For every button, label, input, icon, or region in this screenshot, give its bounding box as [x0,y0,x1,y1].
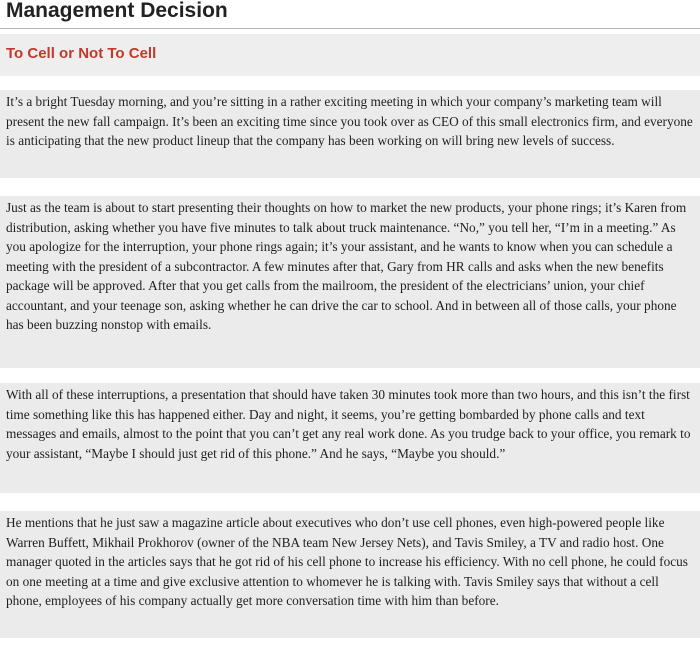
title-divider [0,28,700,29]
paragraph-3: With all of these interruptions, a presentation that should have taken 30 minutes took more than two hours, and this isn’t the first time something like this has happened either. Day and night, it seems, you’re getting bombarded by phone calls and text messages and emails, almost to the point that you can’t get any real work done. As you trudge back to your office, you remark to your assistant, “Maybe I should just get rid of this phone.” And he says, “Maybe you should.” [0,383,700,493]
case-subtitle: To Cell or Not To Cell [6,45,157,62]
page-title: Management Decision [6,0,228,22]
paragraph-4: He mentions that he just saw a magazine article about executives who don’t use cell phones, even high-powered people like Warren Buffett, Mikhail Prokhorov (owner of the NBA team New Jersey Nets), and Tavis Smiley, a TV and radio host. One manager quoted in the articles says that he got rid of his cell phone to increase his efficiency. With no cell phone, he could focus on one meeting at a time and give exclusive attention to whomever he is talking with. Tavis Smiley says that without a cell phone, employees of his company actually get more conversation time with him than before. [0,511,700,638]
subtitle-banner [0,34,700,76]
paragraph-1: It’s a bright Tuesday morning, and you’re sitting in a rather exciting meeting in which your company’s marketing team will present the new fall campaign. It’s been an exciting time since you took over as CEO of this small electronics firm, and everyone is anticipating that the new product lineup that the company has been working on will bring new levels of success. [0,90,700,178]
paragraph-2: Just as the team is about to start presenting their thoughts on how to market the new products, your phone rings; it’s Karen from distribution, asking whether you have five minutes to talk about truck maintenance. “No,” you tell her, “I’m in a meeting.” As you apologize for the interruption, your phone rings again; it’s your assistant, and he wants to know when you can schedule a meeting with the president of a subcontractor. A few minutes after that, Gary from HR calls and asks when the new benefits package will be approved. After that you get calls from the mailroom, the president of the electricians’ union, your chief accountant, and your teenage son, asking whether he can drive the car to school. And in between all of those calls, your phone has been buzzing nonstop with emails. [0,196,700,368]
